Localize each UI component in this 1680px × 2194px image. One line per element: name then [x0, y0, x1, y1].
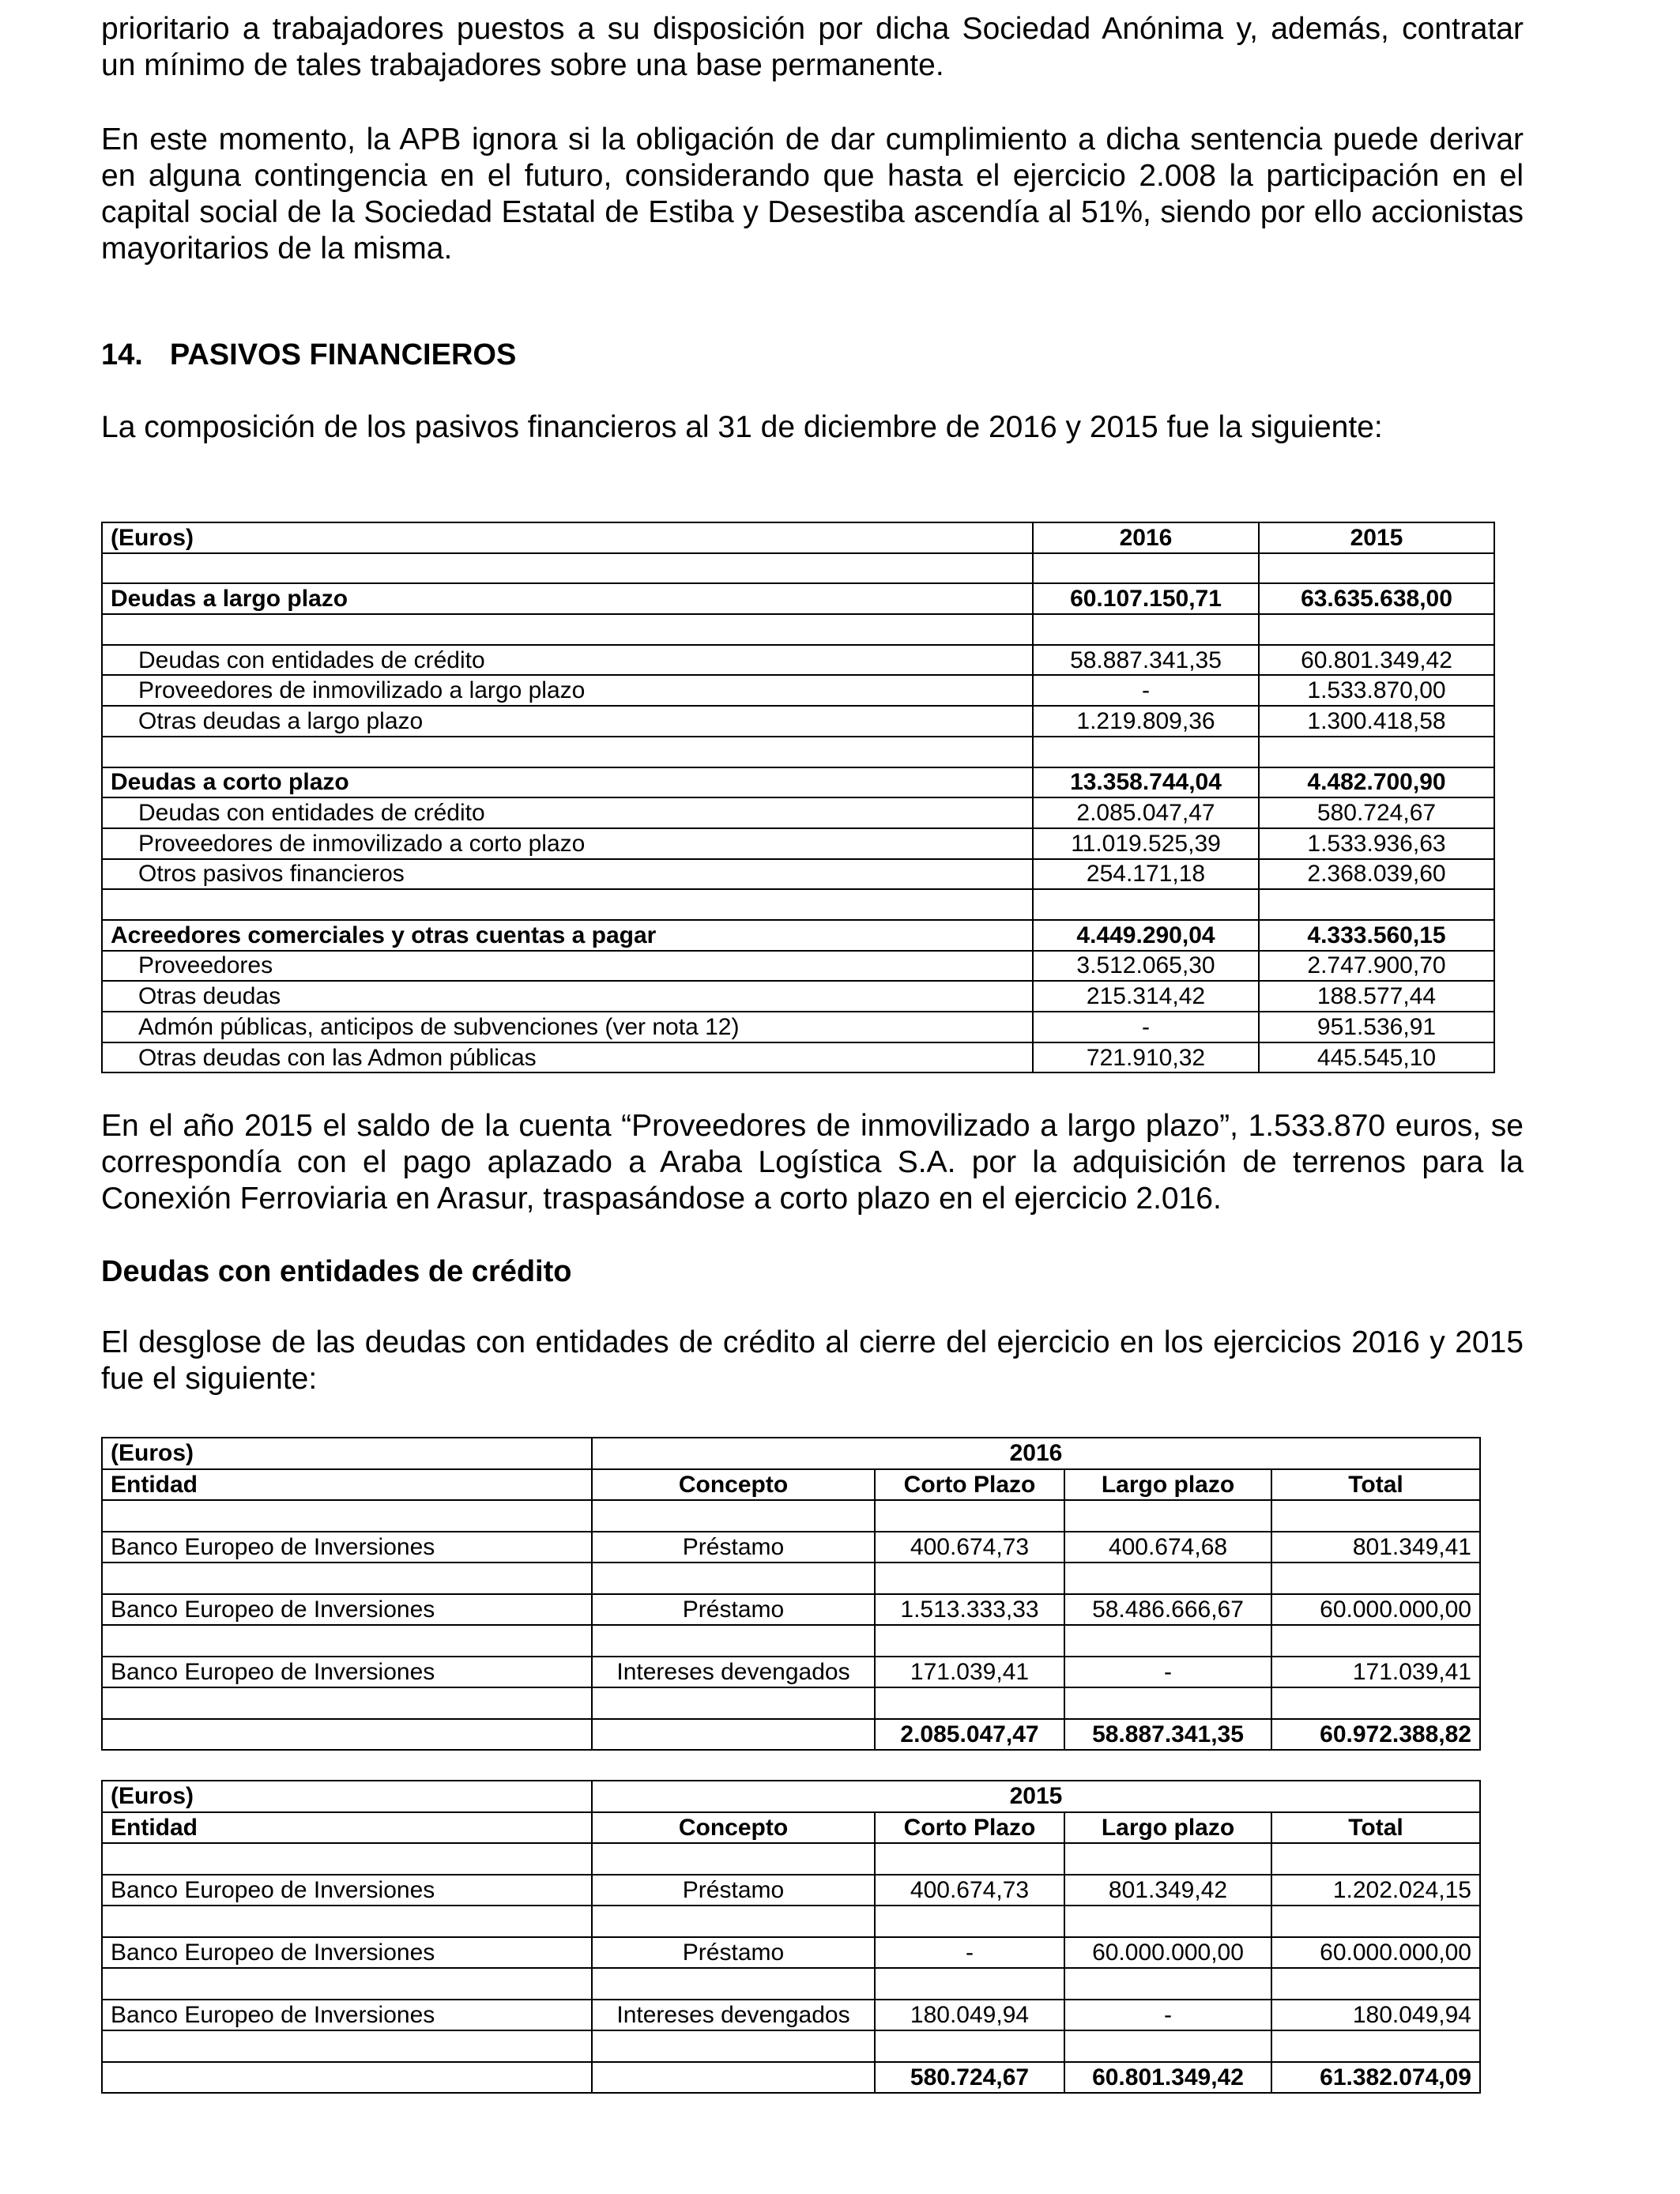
largo-plazo-cell	[1064, 1500, 1271, 1532]
row-label: Deudas con entidades de crédito	[102, 645, 1033, 676]
table-header-row	[102, 1438, 1480, 1469]
column-header: Corto Plazo	[875, 1812, 1064, 1844]
concepto-cell	[592, 1500, 875, 1532]
value-2015	[1259, 889, 1494, 920]
table-row	[102, 797, 1494, 828]
total-cell	[1271, 1906, 1480, 1937]
value-2016	[1033, 737, 1259, 767]
value-2015: 60.801.349,42	[1259, 645, 1494, 676]
corto-plazo-cell: -	[875, 1937, 1064, 1969]
concepto-cell: Intereses devengados	[592, 2000, 875, 2031]
text-line: Conexión Ferroviaria en Arasur, traspasándose a corto plazo en el ejercicio 2.016.	[101, 1182, 1222, 1216]
concepto-cell: Intereses devengados	[592, 1657, 875, 1688]
column-header: Concepto	[592, 1812, 875, 1844]
largo-plazo-cell	[1064, 1563, 1271, 1594]
row-label: Otras deudas a largo plazo	[102, 706, 1033, 737]
header-year: 2016	[592, 1438, 1480, 1469]
entidad-cell: Banco Europeo de Inversiones	[102, 1875, 592, 1906]
table-row	[102, 1042, 1494, 1073]
header-unit: (Euros)	[102, 1781, 592, 1812]
value-2015: 188.577,44	[1259, 981, 1494, 1012]
corto-plazo-cell: 171.039,41	[875, 1657, 1064, 1688]
corto-plazo-cell: 580.724,67	[875, 2062, 1064, 2094]
concepto-cell	[592, 1687, 875, 1719]
largo-plazo-cell	[1064, 1625, 1271, 1657]
concepto-cell	[592, 1625, 875, 1657]
table-row	[102, 737, 1494, 767]
largo-plazo-cell	[1064, 1968, 1271, 2000]
value-2015: 63.635.638,00	[1259, 583, 1494, 614]
entidad-cell: Banco Europeo de Inversiones	[102, 2000, 592, 2031]
row-label	[102, 553, 1033, 584]
value-2015: 1.300.418,58	[1259, 706, 1494, 737]
table-row	[102, 1687, 1480, 1719]
value-2016	[1033, 889, 1259, 920]
credit-table-2015	[101, 1780, 1481, 2094]
largo-plazo-cell	[1064, 1906, 1271, 1937]
value-2015: 2.368.039,60	[1259, 859, 1494, 890]
column-header: Largo plazo	[1064, 1469, 1271, 1501]
row-label	[102, 889, 1033, 920]
row-label: Proveedores de inmovilizado a largo plazo	[102, 675, 1033, 706]
total-cell: 60.000.000,00	[1271, 1594, 1480, 1626]
entidad-cell	[102, 1625, 592, 1657]
entidad-cell: Banco Europeo de Inversiones	[102, 1532, 592, 1563]
table-row	[102, 1012, 1494, 1042]
concepto-cell: Préstamo	[592, 1937, 875, 1969]
largo-plazo-cell: 400.674,68	[1064, 1532, 1271, 1563]
corto-plazo-cell: 180.049,94	[875, 2000, 1064, 2031]
largo-plazo-cell: 58.887.341,35	[1064, 1719, 1271, 1751]
header-year: 2015	[592, 1781, 1480, 1812]
value-2016: 13.358.744,04	[1033, 767, 1259, 798]
table-row	[102, 951, 1494, 982]
table-row	[102, 920, 1494, 951]
value-2015	[1259, 737, 1494, 767]
corto-plazo-cell	[875, 1563, 1064, 1594]
credit-section-intro	[101, 1325, 1524, 1397]
column-header: Concepto	[592, 1469, 875, 1501]
value-2015: 445.545,10	[1259, 1042, 1494, 1073]
table-header-row	[102, 1781, 1480, 1812]
row-label: Proveedores de inmovilizado a corto plazo	[102, 828, 1033, 859]
concepto-cell	[592, 2062, 875, 2094]
value-2015: 951.536,91	[1259, 1012, 1494, 1042]
row-label: Otras deudas	[102, 981, 1033, 1012]
value-2016: 11.019.525,39	[1033, 828, 1259, 859]
value-2015	[1259, 614, 1494, 645]
table-row	[102, 828, 1494, 859]
largo-plazo-cell: -	[1064, 2000, 1271, 2031]
largo-plazo-cell	[1064, 1687, 1271, 1719]
table-row	[102, 614, 1494, 645]
largo-plazo-cell: 58.486.666,67	[1064, 1594, 1271, 1626]
total-cell	[1271, 1843, 1480, 1875]
total-cell	[1271, 1500, 1480, 1532]
financial-liabilities-table	[101, 522, 1495, 1073]
table-row	[102, 767, 1494, 798]
largo-plazo-cell: 60.801.349,42	[1064, 2062, 1271, 2094]
entidad-cell	[102, 1719, 592, 1751]
corto-plazo-cell	[875, 1968, 1064, 2000]
value-2016: 215.314,42	[1033, 981, 1259, 1012]
value-2015: 580.724,67	[1259, 797, 1494, 828]
totals-row	[102, 1719, 1480, 1751]
text-line: La composición de los pasivos financieros al 31 de diciembre de 2016 y 2015 fue la siguiente:	[101, 410, 1383, 444]
credit-section-title: Deudas con entidades de crédito	[101, 1255, 572, 1288]
text-line: mayoritarios de la misma.	[101, 232, 453, 266]
text-line: El desglose de las deudas con entidades de crédito al cierre del ejercicio en los ejercicios 2016 y 2015	[101, 1325, 1524, 1359]
total-cell: 60.972.388,82	[1271, 1719, 1480, 1751]
row-label	[102, 737, 1033, 767]
column-header: Entidad	[102, 1469, 592, 1501]
table-row	[102, 1500, 1480, 1532]
text-line: capital social de la Sociedad Estatal de Estiba y Desestiba ascendía al 51%, siendo por ello accionistas	[101, 195, 1524, 229]
value-2016: 2.085.047,47	[1033, 797, 1259, 828]
row-label	[102, 614, 1033, 645]
header-year-2016: 2016	[1033, 522, 1259, 553]
largo-plazo-cell	[1064, 2030, 1271, 2062]
value-2016: 721.910,32	[1033, 1042, 1259, 1073]
table-row	[102, 1657, 1480, 1688]
largo-plazo-cell: 801.349,42	[1064, 1875, 1271, 1906]
table-row	[102, 1563, 1480, 1594]
value-2015: 2.747.900,70	[1259, 951, 1494, 982]
corto-plazo-cell: 400.674,73	[875, 1532, 1064, 1563]
total-cell	[1271, 1968, 1480, 2000]
entidad-cell	[102, 1906, 592, 1937]
total-cell	[1271, 1687, 1480, 1719]
row-label: Deudas a corto plazo	[102, 767, 1033, 798]
table-row	[102, 706, 1494, 737]
table-row	[102, 1625, 1480, 1657]
text-line: un mínimo de tales trabajadores sobre una base permanente.	[101, 48, 944, 82]
value-2016: -	[1033, 675, 1259, 706]
entidad-cell: Banco Europeo de Inversiones	[102, 1937, 592, 1969]
largo-plazo-cell: -	[1064, 1657, 1271, 1688]
total-cell	[1271, 1625, 1480, 1657]
text-line: prioritario a trabajadores puestos a su disposición por dicha Sociedad Anónima y, además, contratar	[101, 12, 1524, 46]
column-header: Total	[1271, 1812, 1480, 1844]
value-2016: 1.219.809,36	[1033, 706, 1259, 737]
value-2015: 4.333.560,15	[1259, 920, 1494, 951]
row-label: Admón públicas, anticipos de subvenciones (ver nota 12)	[102, 1012, 1033, 1042]
corto-plazo-cell: 1.513.333,33	[875, 1594, 1064, 1626]
column-header: Largo plazo	[1064, 1812, 1271, 1844]
corto-plazo-cell: 400.674,73	[875, 1875, 1064, 1906]
table-column-row	[102, 1812, 1480, 1844]
credit-table-2016	[101, 1437, 1481, 1751]
table-row	[102, 1968, 1480, 2000]
table-row	[102, 583, 1494, 614]
concepto-cell: Préstamo	[592, 1532, 875, 1563]
table-row	[102, 1875, 1480, 1906]
value-2016: -	[1033, 1012, 1259, 1042]
total-cell: 60.000.000,00	[1271, 1937, 1480, 1969]
corto-plazo-cell	[875, 1843, 1064, 1875]
entidad-cell	[102, 1500, 592, 1532]
entidad-cell	[102, 1687, 592, 1719]
table-row	[102, 2000, 1480, 2031]
concepto-cell	[592, 1906, 875, 1937]
row-label: Deudas a largo plazo	[102, 583, 1033, 614]
total-cell: 61.382.074,09	[1271, 2062, 1480, 2094]
total-cell: 171.039,41	[1271, 1657, 1480, 1688]
table-column-row	[102, 1469, 1480, 1501]
total-cell	[1271, 2030, 1480, 2062]
table-row	[102, 889, 1494, 920]
table-row	[102, 1843, 1480, 1875]
corto-plazo-cell	[875, 1625, 1064, 1657]
totals-row	[102, 2062, 1480, 2094]
table-row	[102, 981, 1494, 1012]
corto-plazo-cell	[875, 1906, 1064, 1937]
table-row	[102, 645, 1494, 676]
row-label: Deudas con entidades de crédito	[102, 797, 1033, 828]
table-row	[102, 1937, 1480, 1969]
entidad-cell: Banco Europeo de Inversiones	[102, 1594, 592, 1626]
corto-plazo-cell	[875, 2030, 1064, 2062]
value-2016: 4.449.290,04	[1033, 920, 1259, 951]
table-row	[102, 2030, 1480, 2062]
entidad-cell: Banco Europeo de Inversiones	[102, 1657, 592, 1688]
entidad-cell	[102, 2030, 592, 2062]
entidad-cell	[102, 1563, 592, 1594]
total-cell: 801.349,41	[1271, 1532, 1480, 1563]
concepto-cell	[592, 2030, 875, 2062]
section-heading	[101, 338, 516, 372]
table-row	[102, 1532, 1480, 1563]
table-header-row	[102, 522, 1494, 553]
row-label: Otros pasivos financieros	[102, 859, 1033, 890]
table-row	[102, 1594, 1480, 1626]
text-line: en alguna contingencia en el futuro, considerando que hasta el ejercicio 2.008 la participación en el	[101, 159, 1524, 193]
corto-plazo-cell: 2.085.047,47	[875, 1719, 1064, 1751]
row-label: Acreedores comerciales y otras cuentas a pagar	[102, 920, 1033, 951]
text-line: En el año 2015 el saldo de la cuenta “Proveedores de inmovilizado a largo plazo”, 1.533.870 euros, se	[101, 1109, 1524, 1143]
corto-plazo-cell	[875, 1500, 1064, 1532]
header-unit: (Euros)	[102, 522, 1033, 553]
largo-plazo-cell: 60.000.000,00	[1064, 1937, 1271, 1969]
note-2015-paragraph	[101, 1108, 1524, 1217]
entidad-cell	[102, 2062, 592, 2094]
text-line: En este momento, la APB ignora si la obligación de dar cumplimiento a dicha sentencia puede derivar	[101, 123, 1524, 156]
concepto-cell	[592, 1563, 875, 1594]
intro-paragraph	[101, 11, 1524, 84]
value-2015	[1259, 553, 1494, 584]
entidad-cell	[102, 1968, 592, 2000]
value-2015: 1.533.870,00	[1259, 675, 1494, 706]
concepto-cell	[592, 1843, 875, 1875]
concepto-cell: Préstamo	[592, 1594, 875, 1626]
concepto-cell	[592, 1719, 875, 1751]
column-header: Corto Plazo	[875, 1469, 1064, 1501]
table-row	[102, 1906, 1480, 1937]
section-title: PASIVOS FINANCIEROS	[169, 338, 517, 371]
column-header: Entidad	[102, 1812, 592, 1844]
value-2016: 3.512.065,30	[1033, 951, 1259, 982]
text-line: correspondía con el pago aplazado a Araba Logística S.A. por la adquisición de terrenos para la	[101, 1145, 1524, 1179]
column-header: Total	[1271, 1469, 1480, 1501]
table-row	[102, 675, 1494, 706]
total-cell: 1.202.024,15	[1271, 1875, 1480, 1906]
row-label: Proveedores	[102, 951, 1033, 982]
entidad-cell	[102, 1843, 592, 1875]
text-line: fue el siguiente:	[101, 1362, 318, 1396]
apb-paragraph	[101, 122, 1524, 267]
table-row	[102, 553, 1494, 584]
concepto-cell	[592, 1968, 875, 2000]
value-2015: 4.482.700,90	[1259, 767, 1494, 798]
total-cell	[1271, 1563, 1480, 1594]
value-2016: 254.171,18	[1033, 859, 1259, 890]
value-2015: 1.533.936,63	[1259, 828, 1494, 859]
value-2016	[1033, 553, 1259, 584]
section-intro	[101, 409, 1524, 446]
value-2016: 58.887.341,35	[1033, 645, 1259, 676]
header-unit: (Euros)	[102, 1438, 592, 1469]
header-year-2015: 2015	[1259, 522, 1494, 553]
section-number: 14.	[101, 338, 143, 371]
largo-plazo-cell	[1064, 1843, 1271, 1875]
concepto-cell: Préstamo	[592, 1875, 875, 1906]
corto-plazo-cell	[875, 1687, 1064, 1719]
table-row	[102, 859, 1494, 890]
value-2016	[1033, 614, 1259, 645]
total-cell: 180.049,94	[1271, 2000, 1480, 2031]
value-2016: 60.107.150,71	[1033, 583, 1259, 614]
row-label: Otras deudas con las Admon públicas	[102, 1042, 1033, 1073]
